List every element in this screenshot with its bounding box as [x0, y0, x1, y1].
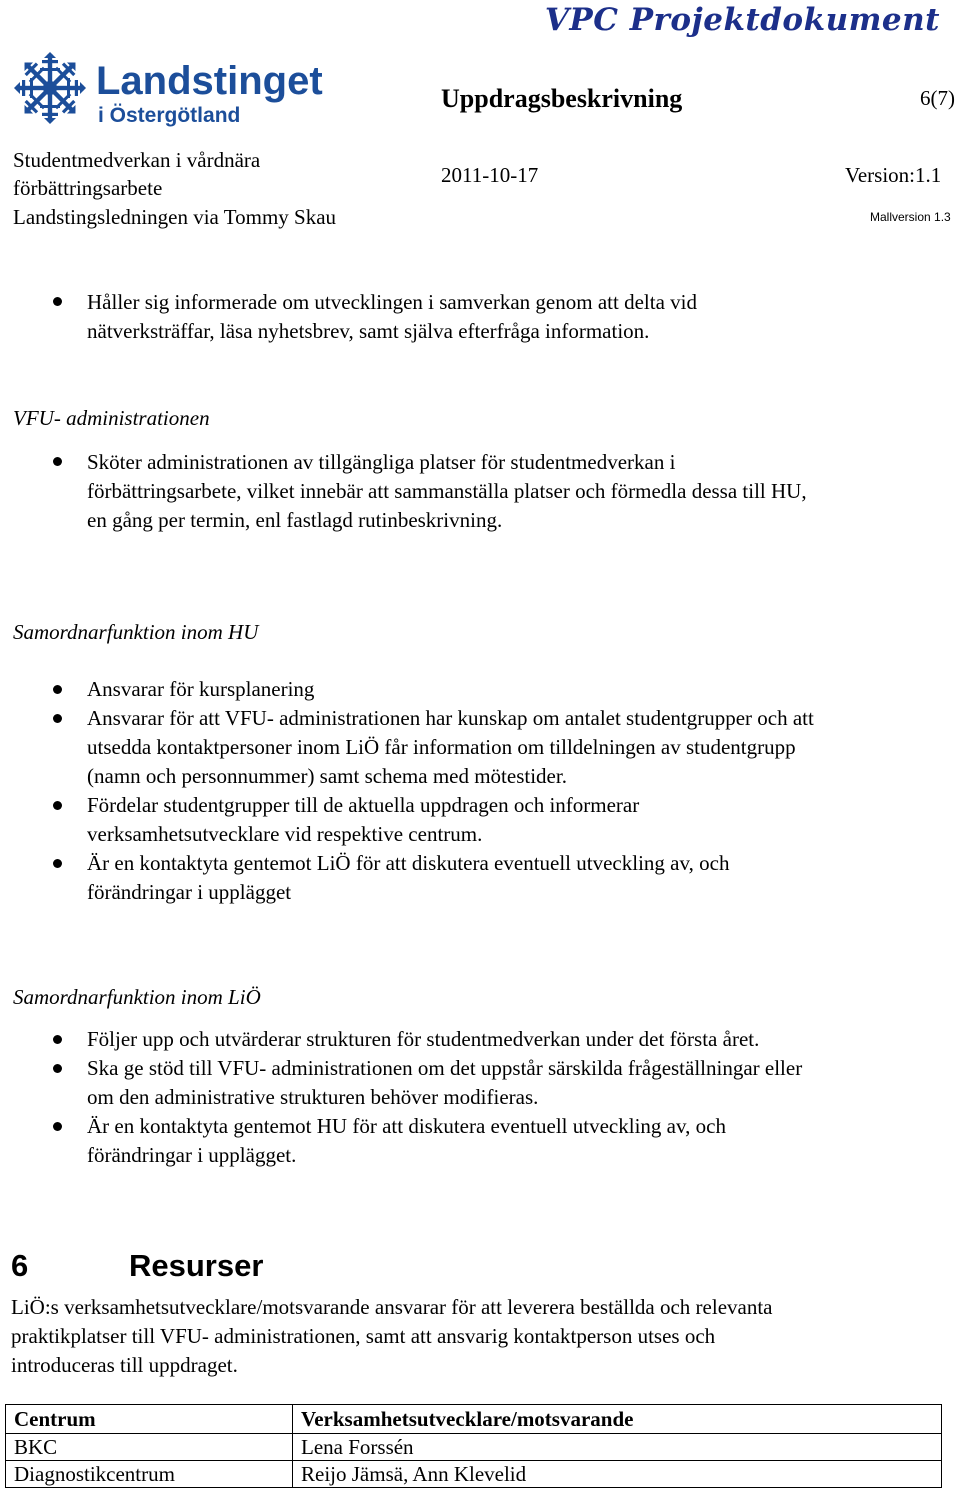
- list-item: Ansvarar för att VFU- administrationen har kunskap om antalet studentgrupper och att utsedda kontaktpersoner inom LiÖ får information om tilldelningen av studentgrupp (namn och personnummer) samt schema med mötestider.: [87, 706, 814, 788]
- table-cell: Diagnostikcentrum: [6, 1461, 293, 1488]
- bullet-dot: [53, 859, 62, 868]
- bullet-dot: [53, 1064, 62, 1073]
- bullet-dot: [53, 714, 62, 723]
- doc-type: Uppdragsbeskrivning: [441, 84, 683, 113]
- section-number: 6: [11, 1248, 29, 1283]
- logo-wordmark: Landstinget: [96, 59, 323, 103]
- section-heading-vfu: VFU- administrationen: [13, 406, 210, 430]
- list-item: Är en kontaktyta gentemot LiÖ för att diskutera eventuell utveckling av, och förändringar i upplägget: [87, 851, 730, 904]
- list-item: Ska ge stöd till VFU- administrationen om det uppstår särskilda frågeställningar eller om den administrative strukturen behöver modifieras.: [87, 1056, 803, 1109]
- list-item: Fördelar studentgrupper till de aktuella uppdragen och informerar verksamhetsutvecklare vid respektive centrum.: [87, 793, 640, 846]
- document-version: Version:1.1: [845, 163, 942, 187]
- section-heading-lio: Samordnarfunktion inom LiÖ: [13, 985, 261, 1009]
- table-cell: BKC: [6, 1434, 293, 1461]
- list-item: Ansvarar för kursplanering: [87, 677, 315, 701]
- table-cell: Reijo Jämsä, Ann Klevelid: [293, 1461, 942, 1488]
- list-item: Är en kontaktyta gentemot HU för att diskutera eventuell utveckling av, och förändringar i upplägget.: [87, 1114, 726, 1167]
- column-header: Centrum: [6, 1405, 293, 1434]
- page-number: 6(7): [920, 86, 955, 110]
- table-row: [6, 1461, 942, 1488]
- landstinget-logo: [14, 50, 334, 130]
- snowflake-icon: [14, 52, 86, 124]
- document-date: 2011-10-17: [441, 163, 539, 187]
- bullet-dot: [53, 297, 62, 306]
- bullet-dot: [53, 685, 62, 694]
- project-name-line1: Studentmedverkan i vårdnära: [13, 148, 261, 172]
- bullet-dot: [53, 457, 62, 466]
- template-version: Mallversion 1.3: [870, 210, 951, 224]
- bullet-dot: [53, 1035, 62, 1044]
- table-header-row: [6, 1405, 942, 1434]
- bullet-dot: [53, 801, 62, 810]
- table-cell: Lena Forssén: [293, 1434, 942, 1461]
- column-header: Verksamhetsutvecklare/motsvarande: [293, 1405, 942, 1434]
- section-heading-hu: Samordnarfunktion inom HU: [13, 620, 259, 644]
- bullet-dot: [53, 1122, 62, 1131]
- resources-table: [5, 1404, 942, 1488]
- logo-subtitle: i Östergötland: [98, 104, 241, 127]
- section-title: Resurser: [129, 1248, 264, 1283]
- section-paragraph: LiÖ:s verksamhetsutvecklare/motsvarande ansvarar för att leverera beställda och relevanta praktikplatser till VFU- administrationen, samt att ansvarig kontaktperson utses och introduceras till uppdraget.: [11, 1295, 773, 1377]
- list-item: Följer upp och utvärderar strukturen för studentmedverkan under det första året.: [87, 1027, 760, 1051]
- brand-title: VPC Projektdokument: [544, 2, 940, 38]
- project-name-line2: förbättringsarbete: [13, 176, 163, 200]
- list-item: Håller sig informerade om utvecklingen i samverkan genom att delta vid nätverksträffar, läsa nyhetsbrev, samt själva efterfråga information.: [87, 290, 697, 343]
- project-owner: Landstingsledningen via Tommy Skau: [13, 205, 337, 229]
- list-item: Sköter administrationen av tillgängliga platser för studentmedverkan i förbättringsarbete, vilket innebär att sammanställa platser och förmedla dessa till HU, en gång per termin, enl fastlagd rutinbeskrivning.: [87, 450, 807, 532]
- table-row: [6, 1434, 942, 1461]
